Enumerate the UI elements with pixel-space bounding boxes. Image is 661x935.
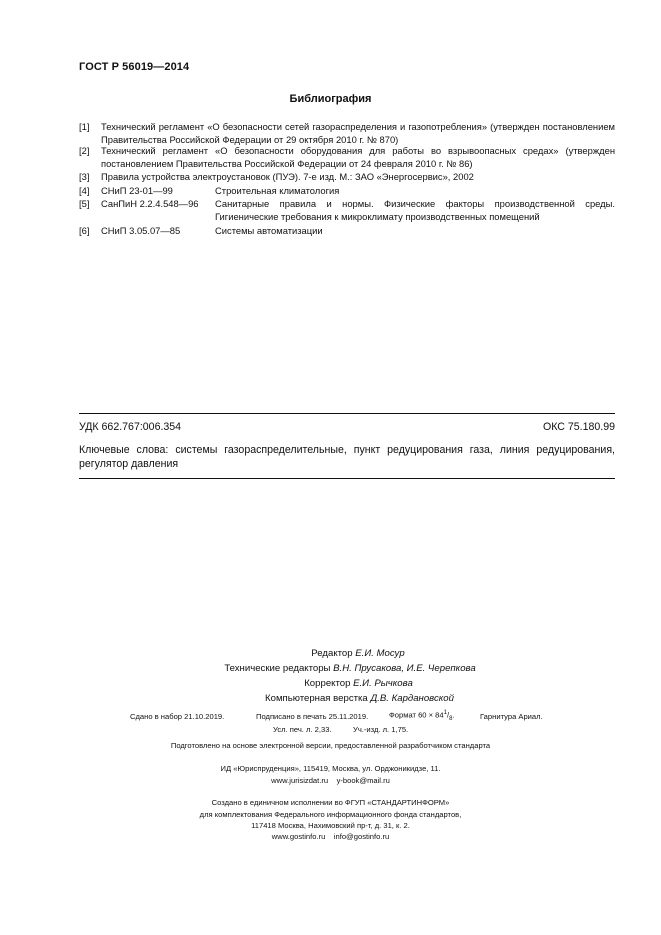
bibliography-item-number: [4] xyxy=(79,185,90,196)
document-id-header: ГОСТ Р 56019—2014 xyxy=(79,61,190,73)
publisher-address: ИД «Юриспруденция», 115419, Москва, ул. Орджоникидзе, 11. xyxy=(220,764,441,773)
bibliography-item-description: Строительная климатология xyxy=(215,185,340,196)
credit-person: Д.В. Кардановской xyxy=(370,693,454,704)
bibliography-item xyxy=(79,145,615,171)
print-font: Гарнитура Ариал. xyxy=(480,712,543,721)
bibliography-item-number: [6] xyxy=(79,225,90,236)
print-pub-sheets: Уч.-изд. л. 1,75. xyxy=(353,725,409,734)
bibliography-item xyxy=(79,225,615,238)
bibliography-item-description: Системы автоматизации xyxy=(215,225,323,236)
print-format: Формат $60 \times 84^1/_8$. xyxy=(389,710,455,723)
credits-block xyxy=(0,646,661,706)
bibliography-item xyxy=(79,171,615,184)
credit-label: Редактор xyxy=(311,648,353,659)
bibliography-item-code: СНиП 23-01—99 xyxy=(101,185,173,196)
credit-person: Е.И. Рычкова xyxy=(353,678,413,689)
bibliography-item-number: [3] xyxy=(79,171,90,182)
publisher-email: y-book@mail.ru xyxy=(336,776,390,785)
divider-top xyxy=(79,413,615,414)
bibliography-title: Библиография xyxy=(289,93,372,105)
bibliography-item xyxy=(79,198,615,224)
bibliography-item-code: СНиП 3.05.07—85 xyxy=(101,225,181,236)
credit-layout xyxy=(0,691,661,706)
bibliography-item-text: Технический регламент «О безопасности сетей газораспределения и газопотребления» (утвержден постановлением Правительства Российской Федерации от 29 октября 2010 г. № 870) xyxy=(101,121,615,145)
bibliography-item-text: Технический регламент «О безопасности оборудования для работы во взрывоопасных средах» (утвержден постановлением Правительства Российской Федерации от 24 февраля 2010 г. № 86) xyxy=(101,145,615,169)
print-submitted: Сдано в набор 21.10.2019. xyxy=(130,712,225,721)
bibliography-item xyxy=(79,121,615,147)
credit-label: Корректор xyxy=(304,678,351,689)
publisher-website: www.jurisizdat.ru xyxy=(271,776,329,785)
print-signed: Подписано в печать 25.11.2019. xyxy=(256,712,369,721)
divider-bottom xyxy=(79,478,615,479)
bibliography-item-number: [2] xyxy=(79,145,90,156)
credit-person: Е.И. Мосур xyxy=(355,648,405,659)
credit-person: В.Н. Прусакова, И.Е. Черепкова xyxy=(333,663,476,674)
print-format-label: Формат 60 × 84 xyxy=(389,710,444,720)
print-format-denominator: 8 xyxy=(449,716,453,723)
credit-corrector xyxy=(0,676,661,691)
credit-editor xyxy=(0,646,661,661)
printer-line-3: 117418 Москва, Нахимовский пр-т, д. 31, к. 2. xyxy=(251,821,410,830)
printer-website: www.gostinfo.ru xyxy=(271,832,326,841)
printer-email: info@gostinfo.ru xyxy=(333,832,390,841)
bibliography-item xyxy=(79,185,615,198)
bibliography-item-description: Санитарные правила и нормы. Физические факторы производственной среды. Гигиенические требования к микроклимату производственных помещений xyxy=(215,198,615,222)
print-format-numerator: 1 xyxy=(443,710,447,716)
bibliography-item-code: СанПиН 2.2.4.548—96 xyxy=(101,198,199,209)
bibliography-item-number: [5] xyxy=(79,198,90,209)
print-sheets: Усл. печ. л. 2,33. xyxy=(273,725,332,734)
credit-tech-editors xyxy=(0,661,661,676)
oks-code: ОКС 75.180.99 xyxy=(542,421,615,433)
printer-contacts xyxy=(0,832,661,841)
printer-line-2: для комплектования Федерального информационного фонда стандартов, xyxy=(199,810,462,819)
udk-code: УДК 662.767:006.354 xyxy=(79,421,182,433)
credit-label: Компьютерная верстка xyxy=(265,693,368,704)
credit-label: Технические редакторы xyxy=(224,663,331,674)
keywords: Ключевые слова: системы газораспределительные, пункт редуцирования газа, линия редуцирования, регулятор давления xyxy=(79,444,615,470)
bibliography-item-text: Правила устройства электроустановок (ПУЭ). 7-е изд. М.: ЗАО «Энергосервис», 2002 xyxy=(101,171,474,182)
prepared-note: Подготовлено на основе электронной версии, предоставленной разработчиком стандарта xyxy=(170,741,491,750)
printer-line-1: Создано в единичном исполнении во ФГУП «СТАНДАРТИНФОРМ» xyxy=(211,798,450,807)
publisher-contacts xyxy=(0,776,661,785)
bibliography-item-number: [1] xyxy=(79,121,90,132)
